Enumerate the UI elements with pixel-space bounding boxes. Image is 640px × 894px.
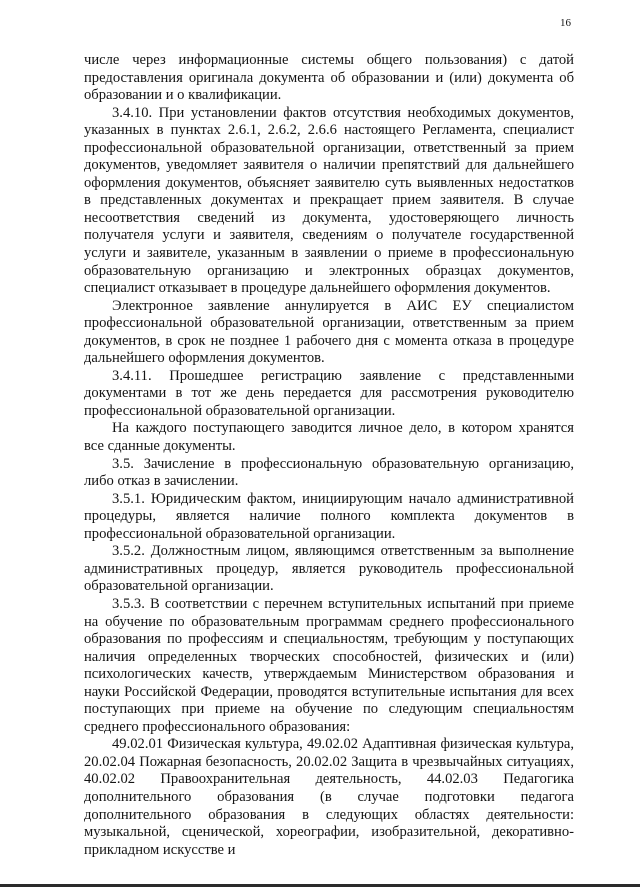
paragraph: числе через информационные системы общего пользования) с датой предоставления оригинала документа об образовании и (или) документа об образовании и о квалификации. xyxy=(84,52,574,104)
paragraph: 49.02.01 Физическая культура, 49.02.02 Адаптивная физическая культура, 20.02.04 Пожарная безопасность, 20.02.02 Защита в чрезвычайных ситуациях, 40.02.02 Правоохранительная деятельность, 44.02.03 Педагогика дополнительного образования (в случае подготовки педагога дополнительного образования в следующих областях деятельности: музыкальной, сценической, хореографии, изобразительной, декоративно-прикладном искусстве и xyxy=(84,736,574,858)
paragraph: На каждого поступающего заводится личное дело, в котором хранятся все сданные документы. xyxy=(84,420,574,455)
page-number: 16 xyxy=(560,17,571,29)
paragraph: 3.5.2. Должностным лицом, являющимся ответственным за выполнение административных процедур, является руководитель профессиональной образовательной организации. xyxy=(84,543,574,595)
paragraph: 3.5. Зачисление в профессиональную образовательную организацию, либо отказ в зачислении. xyxy=(84,455,574,490)
scan-edge-rule xyxy=(0,884,640,887)
document-body xyxy=(84,52,574,859)
paragraph: 3.5.3. В соответствии с перечнем вступительных испытаний при приеме на обучение по образовательным программам среднего профессионального образования по профессиям и специальностям, требующим у поступающих наличия определенных творческих способностей, физических и (или) психологических качеств, утверждаемым Министерством образования и науки Российской Федерации, проводятся вступительные испытания для всех поступающих при приеме на обучение по следующим специальностям среднего профессионального образования: xyxy=(84,595,574,735)
paragraph: 3.4.11. Прошедшее регистрацию заявление с представленными документами в тот же день передается для рассмотрения руководителю профессиональной образовательной организации. xyxy=(84,367,574,419)
paragraph: Электронное заявление аннулируется в АИС ЕУ специалистом профессиональной образовательной организации, ответственным за прием документов, в срок не позднее 1 рабочего дня с момента отказа в процедуре дальнейшего оформления документов. xyxy=(84,297,574,367)
paragraph: 3.4.10. При установлении фактов отсутствия необходимых документов, указанных в пунктах 2.6.1, 2.6.2, 2.6.6 настоящего Регламента, специалист профессиональной образовательной организации, ответственный за прием документов, уведомляет заявителя о наличии препятствий для дальнейшего оформления документов, объясняет заявителю суть выявленных недостатков в представленных документах и прекращает прием заявителя. В случае несоответствия сведений из документа, удостоверяющего личность получателя услуги и заявителя, сведениям о получателе государственной услуги и заявителе, указанным в заявлении о приеме в профессиональную образовательную организацию и электронных образцах документов, специалист отказывает в процедуре дальнейшего оформления документов. xyxy=(84,104,574,297)
paragraph: 3.5.1. Юридическим фактом, инициирующим начало административной процедуры, является наличие полного комплекта документов в профессиональной образовательной организации. xyxy=(84,490,574,542)
